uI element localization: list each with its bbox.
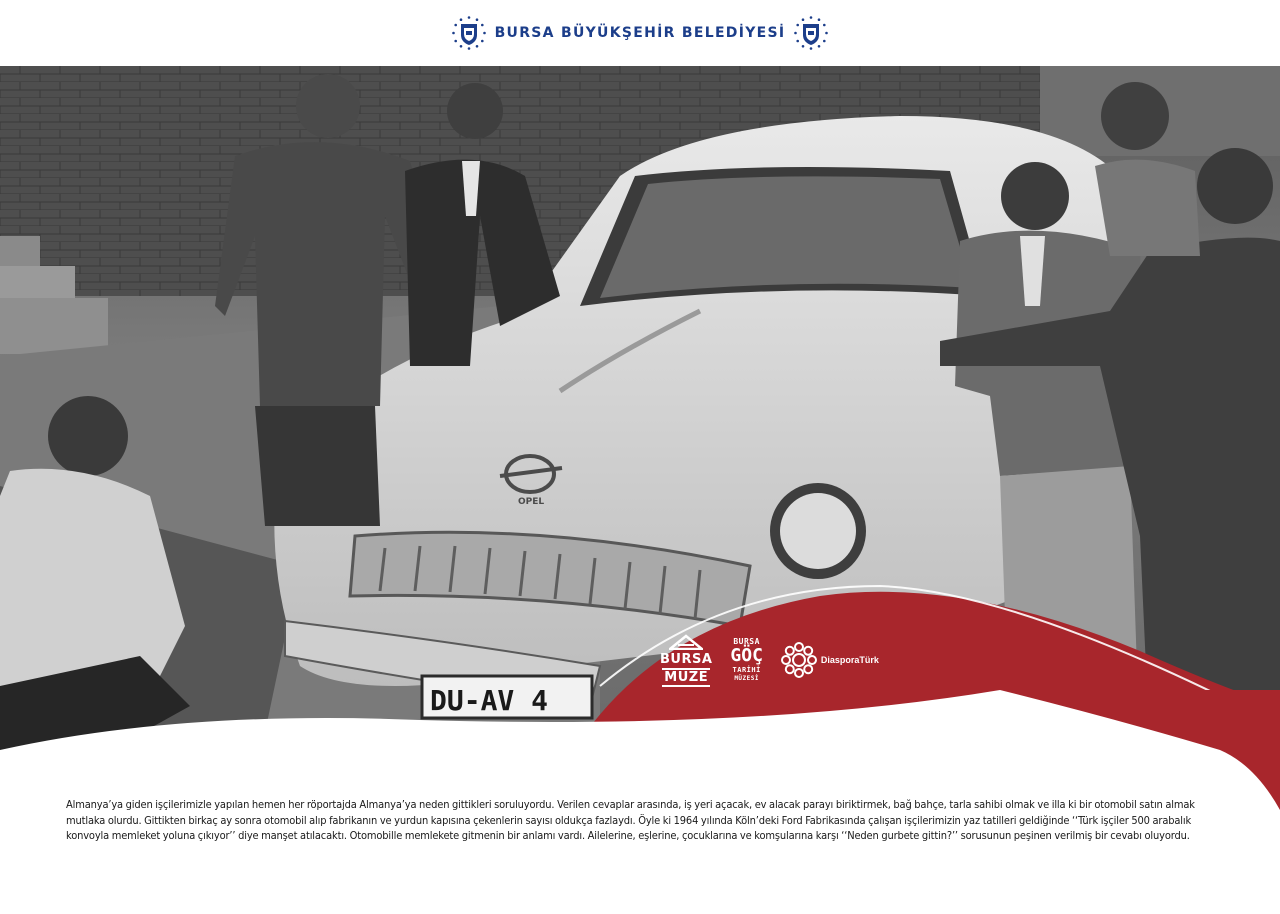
diaspora-turk-logo <box>781 642 879 678</box>
header-title: BURSA BÜYÜKŞEHİR BELEDİYESİ <box>494 25 786 41</box>
bursa-muze-line2: MÜZE <box>664 669 709 685</box>
license-plate-text: DU-AV 4 <box>430 684 549 717</box>
bursa-muze-line1: BURSA <box>660 651 713 667</box>
diaspora-sun-icon <box>781 642 817 678</box>
bursa-muze-logo <box>660 634 712 687</box>
caption-text: Almanya’ya giden işçilerimizle yapılan hemen her röportajda Almanya’ya neden gittikleri soruluyordu. Verilen cevaplar arasında, iş yeri açacak, ev alacak parayı biriktirmek, bağ bahçe, tarla sahibi olmak ve illa ki bir otomobil satın almak mutlaka olurdu. Gittikten birkaç ay sonra otomobil alıp fabrikanın ve yurdun kapısına çekenlerin sayısı oldukça fazlaydı. Öyle ki 1964 yılında Köln’deki Ford Fabrikasında çalışan işçilerimizin yaz tatilleri geldiğinde ‘‘Türk işçiler 500 arabalık konvoyla memleket yoluna çıkıyor’’ diye manşet atılacaktı. Otomobille memlekete gitmenin bir anlamı vardı. Ailelerine, eşlerine, çocuklarına ve komşularına karşı ‘‘Neden gurbete gittin?’’ sorusunun peşinen verilmiş bir cevabı oluyordu. <box>66 798 1195 843</box>
header <box>0 0 1280 66</box>
diaspora-text: DiasporaTürk <box>820 655 879 665</box>
header-brand <box>451 15 830 51</box>
goc-line2: GÖÇ <box>730 645 763 666</box>
museum-roof-icon <box>669 634 703 650</box>
photo-illustration <box>0 66 1280 756</box>
goc-line3: TARİHİ <box>732 666 761 674</box>
bursa-emblem-icon <box>793 15 829 51</box>
partner-logos <box>660 622 879 698</box>
goc-line1: BURSA <box>733 637 760 646</box>
car-badge: OPEL <box>518 497 545 507</box>
historical-photo <box>0 66 1280 756</box>
goc-line4: MÜZESİ <box>734 675 759 682</box>
bursa-emblem-icon <box>451 15 487 51</box>
goc-tarihi-muzesi-logo <box>730 638 763 682</box>
